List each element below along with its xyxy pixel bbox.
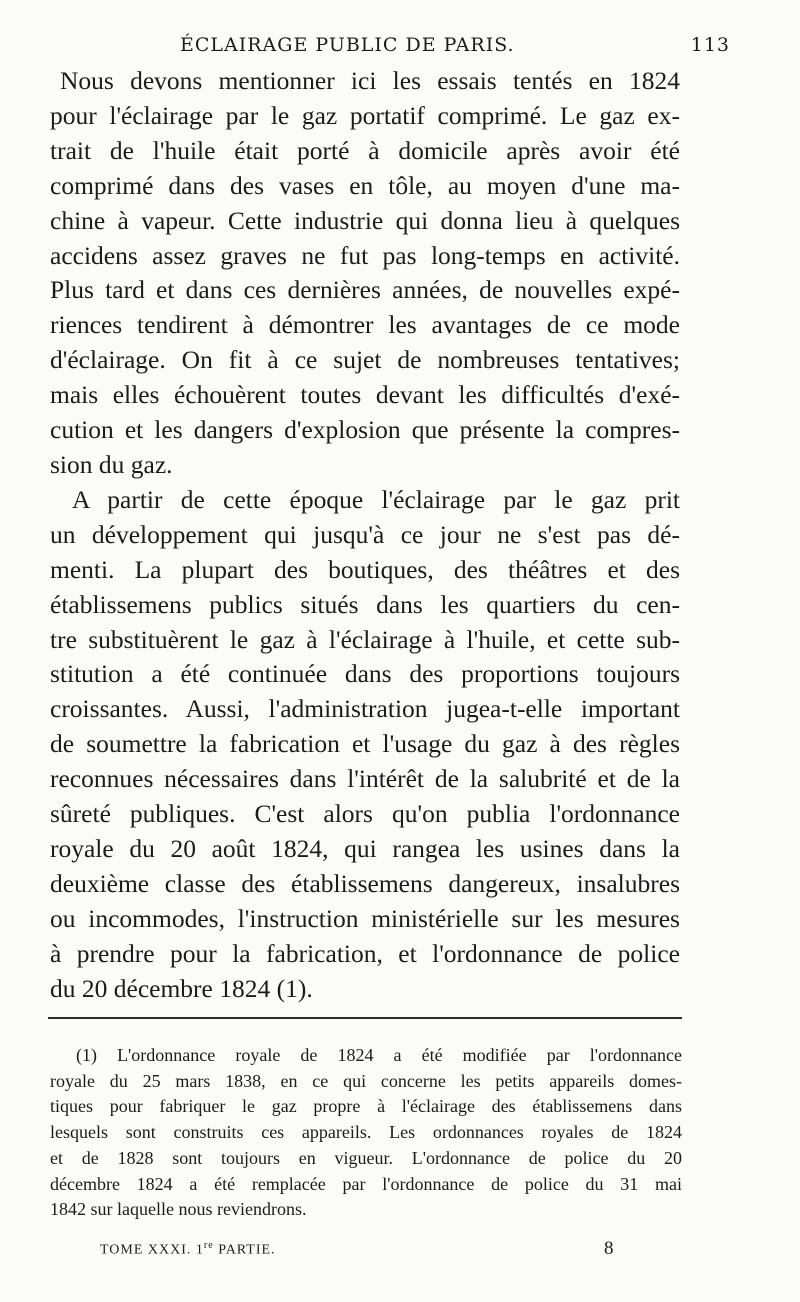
- body-line: menti. La plupart des boutiques, des théâtres et des: [50, 554, 680, 584]
- body-line: sûreté publiques. C'est alors qu'on publia l'ordonnance: [50, 799, 680, 829]
- body-line: du 20 décembre 1824 (1).: [50, 973, 313, 1003]
- body-line: A partir de cette époque l'éclairage par le gaz prit: [72, 484, 680, 514]
- volume-superscript: re: [203, 1240, 214, 1251]
- volume-label: TOME XXXI. 1: [100, 1242, 204, 1258]
- body-line: stitution a été continuée dans des proportions toujours: [50, 659, 680, 689]
- gathering-mark: 8: [604, 1238, 615, 1259]
- page-number: 113: [690, 34, 730, 56]
- body-line: royale du 20 août 1824, qui rangea les usines dans la: [50, 833, 680, 863]
- footnote-line: (1) L'ordonnance royale de 1824 a été modifiée par l'ordonnance: [76, 1045, 682, 1065]
- body-line: accidens assez graves ne fut pas long-temps en activité.: [50, 240, 680, 270]
- footnote-line: tiques pour fabriquer le gaz propre à l'éclairage des établissemens dans: [50, 1096, 682, 1117]
- body-line: Nous devons mentionner ici les essais tentés en 1824: [60, 66, 680, 95]
- body-line: établissemens publics situés dans les quartiers du cen-: [50, 589, 680, 619]
- body-line: trait de l'huile était porté à domicile après avoir été: [50, 135, 680, 165]
- footnote-line: et de 1828 sont toujours en vigueur. L'ordonnance de police du 20: [50, 1147, 682, 1168]
- footnote: [50, 1043, 682, 1223]
- footnote-line: royale du 25 mars 1838, en ce qui concerne les petits appareils domes-: [50, 1070, 682, 1091]
- running-title: ÉCLAIRAGE PUBLIC DE PARIS.: [180, 34, 515, 56]
- body-line: Plus tard et dans ces dernières années, de nouvelles expé-: [50, 275, 680, 305]
- running-head: [40, 34, 730, 64]
- body-line: chine à vapeur. Cette industrie qui donna lieu à quelques: [50, 205, 680, 235]
- body-line: deuxième classe des établissemens dangereux, insalubres: [50, 868, 680, 898]
- signature-line: [100, 1240, 620, 1270]
- body-line: riences tendirent à démontrer les avantages de ce mode: [50, 310, 680, 340]
- body-line: un développement qui jusqu'à ce jour ne s'est pas dé-: [50, 519, 680, 549]
- body-line: cution et les dangers d'explosion que présente la compres-: [50, 415, 680, 445]
- footnote-rule: [48, 1017, 682, 1019]
- body-line: ou incommodes, l'instruction ministérielle sur les mesures: [50, 903, 680, 933]
- body-line: reconnues nécessaires dans l'intérêt de la salubrité et de la: [50, 764, 680, 794]
- body-line: mais elles échouèrent toutes devant les difficultés d'exé-: [50, 380, 680, 410]
- body-line: sion du gaz.: [50, 449, 173, 479]
- footnote-line: décembre 1824 a été remplacée par l'ordonnance de police du 31 mai: [50, 1173, 682, 1194]
- body-line: à prendre pour la fabrication, et l'ordonnance de police: [50, 938, 680, 968]
- volume-suffix: PARTIE.: [213, 1242, 276, 1258]
- body-line: tre substituèrent le gaz à l'éclairage à l'huile, et cette sub-: [50, 624, 680, 654]
- body-line: pour l'éclairage par le gaz portatif comprimé. Le gaz ex-: [50, 100, 680, 130]
- body-line: de soumettre la fabrication et l'usage du gaz à des règles: [50, 729, 680, 759]
- body-line: croissantes. Aussi, l'administration jugea-t-elle important: [50, 694, 680, 724]
- footnote-line: 1842 sur laquelle nous reviendrons.: [50, 1199, 307, 1220]
- footnote-line: lesquels sont construits ces appareils. Les ordonnances royales de 1824: [50, 1122, 682, 1143]
- body-line: comprimé dans des vases en tôle, au moyen d'une ma-: [50, 170, 680, 200]
- body-text: [50, 64, 680, 1006]
- volume-signature: [100, 1240, 276, 1259]
- body-line: d'éclairage. On fit à ce sujet de nombreuses tentatives;: [50, 345, 680, 375]
